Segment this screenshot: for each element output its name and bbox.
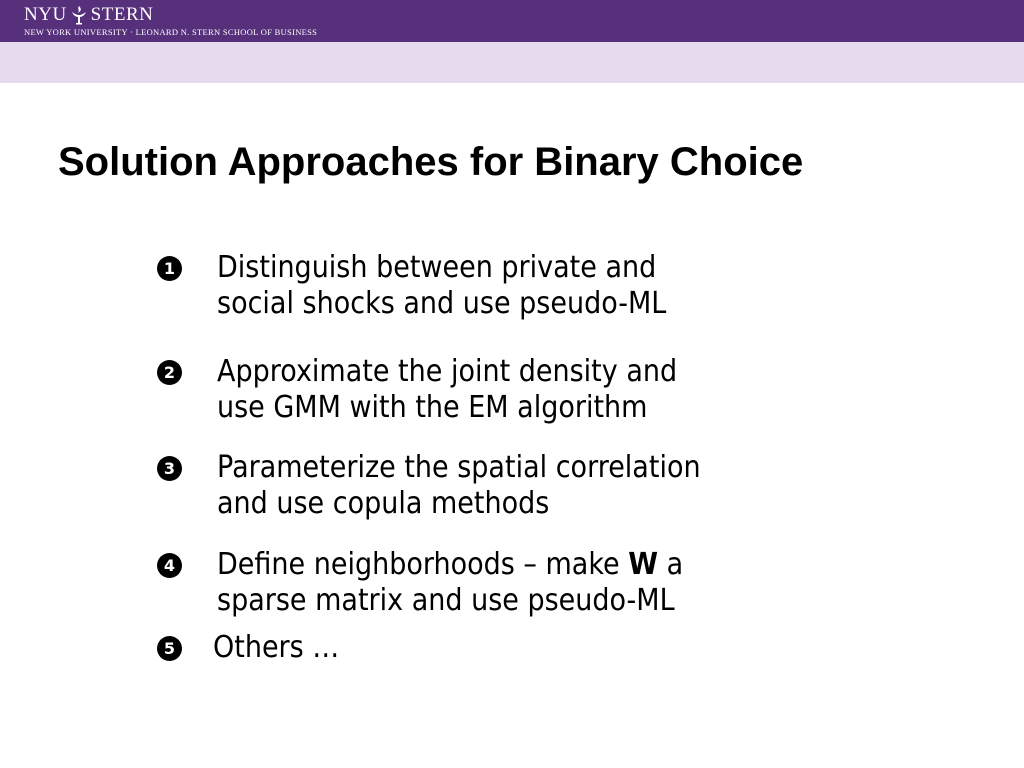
- number-2-icon: 2: [157, 360, 182, 385]
- list-item-line: social shocks and use pseudo-ML: [217, 286, 667, 321]
- list-item-line: sparse matrix and use pseudo-ML: [217, 583, 675, 618]
- list-item-text: [213, 630, 789, 666]
- nyu-stern-logo: [24, 5, 317, 37]
- header-sub-band: [0, 42, 1024, 83]
- logo-nyu-text: NYU: [24, 4, 67, 25]
- list-item-fragment: Define neighborhoods – make: [217, 547, 629, 582]
- logo-stern-text: STERN: [90, 4, 154, 25]
- number-4-icon: 4: [157, 553, 182, 578]
- header-band: [0, 0, 1024, 42]
- list-item-line: and use copula methods: [217, 486, 550, 521]
- number-1-icon: 1: [157, 256, 182, 281]
- matrix-w-symbol: W: [628, 547, 658, 582]
- list-item-line: Others …: [213, 630, 340, 665]
- slide-title: Solution Approaches for Binary Choice: [58, 140, 804, 184]
- torch-icon: [68, 5, 90, 25]
- list-item-line: Distinguish between private and: [217, 250, 657, 285]
- list-item-fragment: a: [658, 547, 684, 582]
- list-item-line: Parameterize the spatial correlation: [217, 450, 701, 485]
- list-item-line: use GMM with the EM algorithm: [217, 390, 648, 425]
- list-item-text: [217, 450, 793, 522]
- list-item-text: [217, 354, 793, 426]
- list-item-line: [217, 547, 793, 583]
- list-item-line: Approximate the joint density and: [217, 354, 678, 389]
- logo-subtitle: NEW YORK UNIVERSITY · LEONARD N. STERN SCHOOL OF BUSINESS: [24, 27, 318, 37]
- number-5-icon: 5: [157, 636, 182, 661]
- number-3-icon: 3: [157, 456, 182, 481]
- list-item-text: [217, 250, 793, 322]
- list-item-text: [217, 547, 793, 619]
